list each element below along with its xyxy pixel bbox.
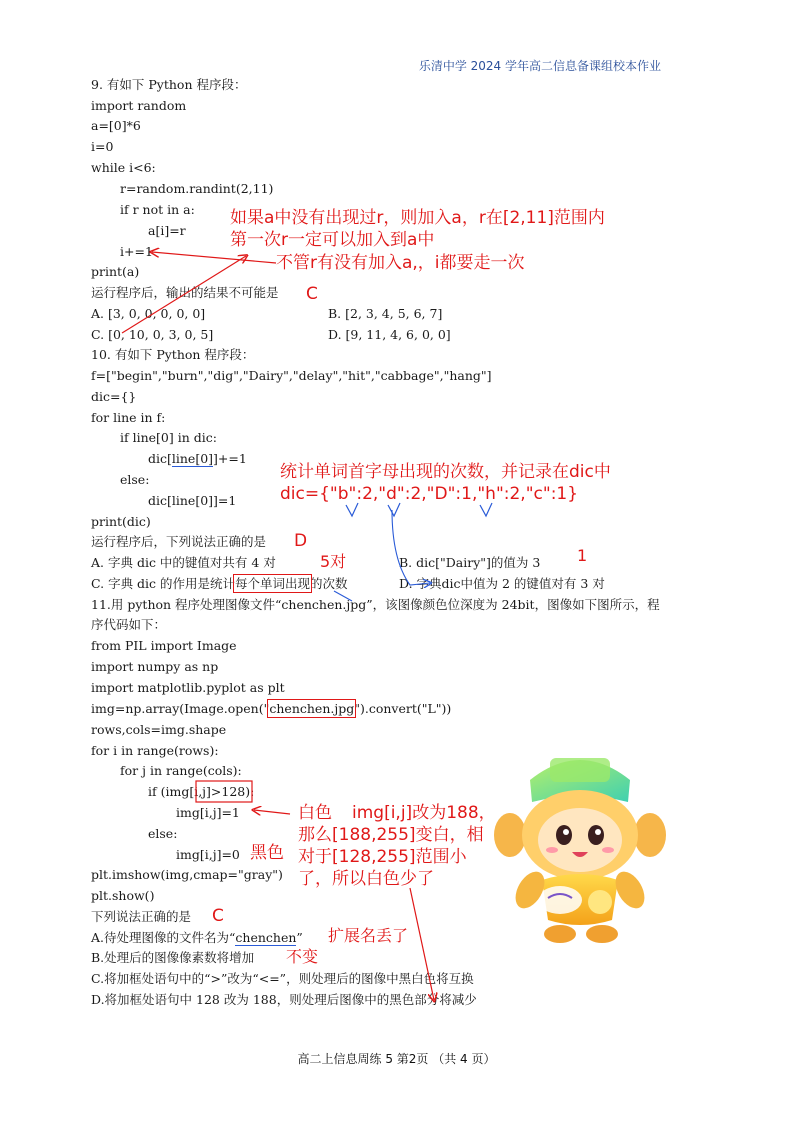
q9-answer: C [306,284,318,304]
q9-option-a: A. [3, 0, 0, 0, 0, 0] [91,306,206,321]
q11-option-a-pre: A.待处理图像的文件名为“ [91,930,236,945]
q11-option-a-underlined: chenchen [235,930,297,945]
q9-code-line: r=random.randint(2,11) [120,181,274,196]
q10-code-line: print(dic) [91,514,151,529]
q10-option-c-pre: C. 字典 dic 的作用是统计 [91,576,236,591]
q11-note-black: 黑色 [250,843,284,863]
q9-code-line: while i<6: [91,160,156,175]
q9-code-line: a=[0]*6 [91,118,141,133]
q11-code-line: img[i,j]=0 [176,847,240,862]
page-footer: 高二上信息周练 5 第2页 （共 4 页） [297,1052,496,1066]
q10-stem: 运行程序后，下列说法正确的是 [91,534,267,549]
q11-code-line: if (img[i,j]>128): [148,784,255,799]
q10-code-line: f=["begin","burn","dig","Dairy","delay","hit","cabbage","hang"] [91,368,492,383]
q11-code-line: import matplotlib.pyplot as plt [91,680,285,695]
q11-code-line: from PIL import Image [91,638,237,653]
q10-code-line: else: [120,472,150,487]
arrow-to-i-increment [152,252,276,263]
q11-title-2: 序代码如下： [91,617,167,632]
q11-code-line: import numpy as np [91,659,219,674]
q10-inc-key: line[0] [171,451,214,466]
q11-a-correction: 扩展名丢了 [328,926,409,945]
arrow-to-white [254,810,290,814]
q10-code-line: dic={} [91,389,137,404]
q11-code-line: for j in range(cols): [120,763,242,778]
q11-code-line [91,701,451,717]
q11-l4-box: chenchen.jpg [269,701,355,716]
q10-b-correction: 1 [577,546,588,565]
q11-code-line: plt.imshow(img,cmap="gray") [91,867,283,882]
q9-title: 9. 有如下 Python 程序段： [91,77,247,92]
q11-explain-3: 对于[128,255]范围小 [298,847,467,867]
q10-code-line: for line in f: [91,410,166,425]
q11-stem: 下列说法正确的是 [91,909,192,924]
q9-option-d: D. [9, 11, 4, 6, 0, 0] [328,327,451,342]
q11-option-d: D.将加框处语句中 128 改为 188，则处理后图像中的黑色部分将减少 [91,992,477,1007]
arrow-to-option-d [392,510,430,585]
q9-stem: 运行程序后，输出的结果不可能是 [91,285,279,300]
q11-note-white: 白色 [298,803,332,823]
q11-title-1: 11.用 python 程序处理图像文件“chenchen.jpg”，该图像颜色位深度为 24bit，图像如下图所示，程 [91,597,660,612]
q11-code-line: plt.show() [91,888,155,903]
q11-answer: C [212,906,224,926]
q10-option-b: B. dic["Dairy"]的值为 3 [399,555,541,570]
q9-code-line: if r not in a: [120,202,195,217]
q9-code-line: import random [91,98,187,113]
page-header: 乐清中学 2024 学年高二信息备课组校本作业 [418,59,661,73]
q10-a-correction: 5对 [320,552,347,571]
q9-code-line: i+=1 [120,244,153,259]
q10-inc-post: ]+=1 [213,451,247,466]
q10-option-c-post: 的次数 [310,576,348,591]
q9-code-line: print(a) [91,264,140,279]
q9-option-b: B. [2, 3, 4, 5, 6, 7] [328,306,443,321]
q9-code-line: a[i]=r [148,223,186,238]
q11-option-a [91,930,303,946]
q10-option-a: A. 字典 dic 中的键值对共有 4 对 [91,555,276,570]
q10-answer: D [294,531,308,551]
q9-code-line: i=0 [91,139,114,154]
q9-option-c: C. [0, 10, 0, 3, 0, 5] [91,327,214,342]
q9-note-2: 第一次r一定可以加入到a中 [230,230,435,250]
q11-l4-post: ").convert("L")) [354,701,452,716]
q11-l4-pre: img=np.array(Image.open(" [91,701,270,716]
q11-explain-1: img[i,j]改为188， [352,803,496,823]
q10-option-c [91,576,348,592]
q11-explain-2: 那么[188,255]变白，相 [298,825,484,845]
q11-code-line: img[i,j]=1 [176,805,240,820]
q11-code-line: else: [148,826,178,841]
q10-inc-pre: dic[ [148,451,172,466]
q10-code-line [148,451,247,467]
q11-code-line: for i in range(rows): [91,743,219,758]
q9-note-3: 不管r有没有加入a,，i都要走一次 [276,253,525,273]
q11-option-b: B.处理后的图像像素数将增加 [91,950,255,965]
q11-option-a-post: ” [296,930,303,945]
q11-option-c: C.将加框处语句中的“>”改为“<=”，则处理后的图像中黑白色将互换 [91,971,474,986]
q10-option-c-box: 每个单词出现 [235,576,311,591]
mascot-illustration [490,740,670,945]
q10-note-1: 统计单词首字母出现的次数，并记录在dic中 [280,462,611,482]
q10-option-d: D. 字典dic中值为 2 的键值对有 3 对 [399,576,605,591]
q10-code-line: if line[0] in dic: [120,430,217,445]
q10-title: 10. 有如下 Python 程序段： [91,347,255,362]
q10-code-line: dic[line[0]]=1 [148,493,237,508]
q11-explain-4: 了，所以白色少了 [298,869,434,889]
q11-b-correction: 不变 [286,947,319,966]
q9-note-1: 如果a中没有出现过r，则加入a，r在[2,11]范围内 [230,208,605,228]
q11-code-line: rows,cols=img.shape [91,722,227,737]
q10-note-2: dic={"b":2,"d":2,"D":1,"h":2,"c":1} [280,484,579,504]
